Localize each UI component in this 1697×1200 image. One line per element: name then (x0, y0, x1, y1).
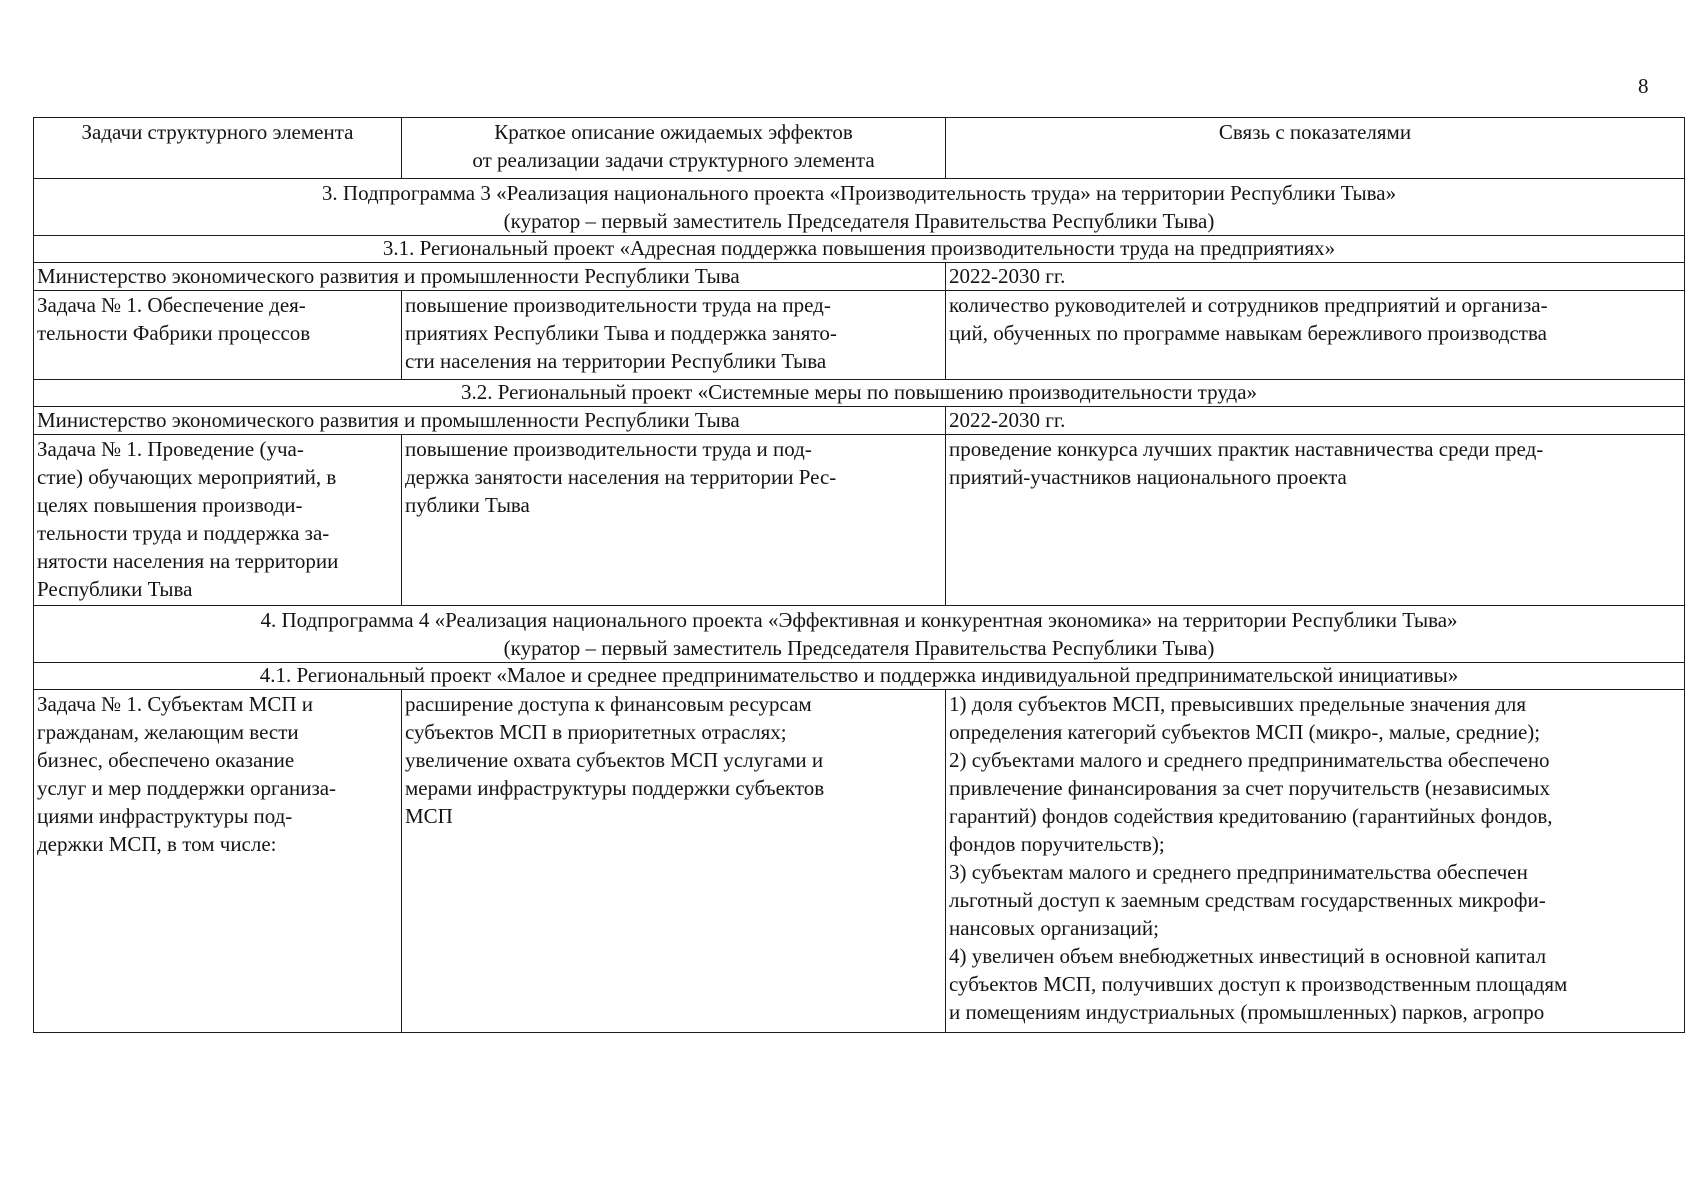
project-3-1-effect-text: повышение производительности труда на пред- приятиях Республики Тыва и поддержка занято- сти населения на территории Республики Тыва (405, 293, 837, 373)
header-tasks (34, 118, 402, 179)
project-3-2-effect (402, 435, 946, 606)
subprogram-3-title-text: 3. Подпрограмма 3 «Реализация национального проекта «Производительность труда» на территории Республики Тыва» (куратор – первый заместитель Председателя Правительства Республики Тыва) (321, 181, 1397, 233)
project-3-1-period: 2022-2030 гг. (946, 263, 1685, 291)
project-3-1-task-text: Задача № 1. Обеспечение дея- тельности Фабрики процессов (37, 293, 311, 345)
structural-elements-table (33, 117, 1685, 1033)
project-3-2-responsible: Министерство экономического развития и промышленности Республики Тыва (34, 407, 946, 435)
project-3-2-indicators-text: проведение конкурса лучших практик наставничества среди пред- приятий-участников национального проекта (949, 437, 1544, 489)
subprogram-3-title (34, 179, 1685, 236)
project-3-1-effect (402, 291, 946, 380)
header-indicators (946, 118, 1685, 179)
table-header-row (34, 118, 1685, 179)
project-4-1-row (34, 663, 1685, 690)
project-3-2-task-text: Задача № 1. Проведение (уча- стие) обучающих мероприятий, в целях повышения производи- тельности труда и поддержка за- нятости населения на территории Республики Тыва (37, 437, 339, 601)
project-3-2-task (34, 435, 402, 606)
project-3-1-task (34, 291, 402, 380)
project-3-1-title: 3.1. Региональный проект «Адресная поддержка повышения производительности труда на предприятиях» (34, 236, 1685, 263)
subprogram-3-row (34, 179, 1685, 236)
project-3-2-effect-text: повышение производительности труда и под- держка занятости населения на территории Рес- публики Тыва (405, 437, 837, 517)
project-4-1-indicators (946, 690, 1685, 1033)
project-3-2-row (34, 380, 1685, 407)
project-4-1-effect (402, 690, 946, 1033)
project-3-2-indicators (946, 435, 1685, 606)
table-row (34, 690, 1685, 1033)
project-3-1-indicators-text: количество руководителей и сотрудников предприятий и организа- ций, обученных по программе навыкам бережливого производства (949, 293, 1548, 345)
project-4-1-title: 4.1. Региональный проект «Малое и среднее предпринимательство и поддержка индивидуальной предпринимательской инициативы» (34, 663, 1685, 690)
page-number: 8 (1638, 74, 1649, 98)
header-indicators-label: Связь с показателями (1218, 120, 1412, 144)
project-4-1-indicators-text: 1) доля субъектов МСП, превысивших предельные значения для определения категорий субъектов МСП (микро-, малые, средние); 2) субъектами малого и среднего предпринимательства обеспечено привлечение финансирования за счет поручительств (независимых гарантий) фондов содействия кредитованию (гарантийных фондов, фондов поручительств); 3) субъектам малого и среднего предпринимательства обеспечен льготный доступ к заемным средствам государственных микрофи- нансовых организаций; 4) увеличен объем внебюджетных инвестиций в основной капитал субъектов МСП, получивших доступ к производственным площадям и помещениям индустриальных (промышленных) парков, агропро (949, 692, 1568, 1024)
project-3-2-period: 2022-2030 гг. (946, 407, 1685, 435)
project-3-1-responsible-row (34, 263, 1685, 291)
header-effects (402, 118, 946, 179)
subprogram-4-row (34, 606, 1685, 663)
project-3-1-indicators (946, 291, 1685, 380)
header-tasks-label: Задачи структурного элемента (81, 120, 354, 144)
project-3-1-responsible: Министерство экономического развития и промышленности Республики Тыва (34, 263, 946, 291)
table-row (34, 291, 1685, 380)
subprogram-4-title (34, 606, 1685, 663)
project-4-1-task (34, 690, 402, 1033)
table-row (34, 435, 1685, 606)
project-3-2-title: 3.2. Региональный проект «Системные меры по повышению производительности труда» (34, 380, 1685, 407)
project-3-1-row (34, 236, 1685, 263)
subprogram-4-title-text: 4. Подпрограмма 4 «Реализация национального проекта «Эффективная и конкурентная экономика» на территории Республики Тыва» (куратор – первый заместитель Председателя Правительства Республики Тыва) (260, 608, 1458, 660)
header-effects-label: Краткое описание ожидаемых эффектов от реализации задачи структурного элемента (472, 120, 875, 172)
project-4-1-effect-text: расширение доступа к финансовым ресурсам субъектов МСП в приоритетных отраслях; увеличение охвата субъектов МСП услугами и мерами инфраструктуры поддержки субъектов МСП (405, 692, 825, 828)
project-3-2-responsible-row (34, 407, 1685, 435)
project-4-1-task-text: Задача № 1. Субъектам МСП и гражданам, желающим вести бизнес, обеспечено оказание услуг и мер поддержки организа- циями инфраструктуры под- держки МСП, в том числе: (37, 692, 337, 856)
